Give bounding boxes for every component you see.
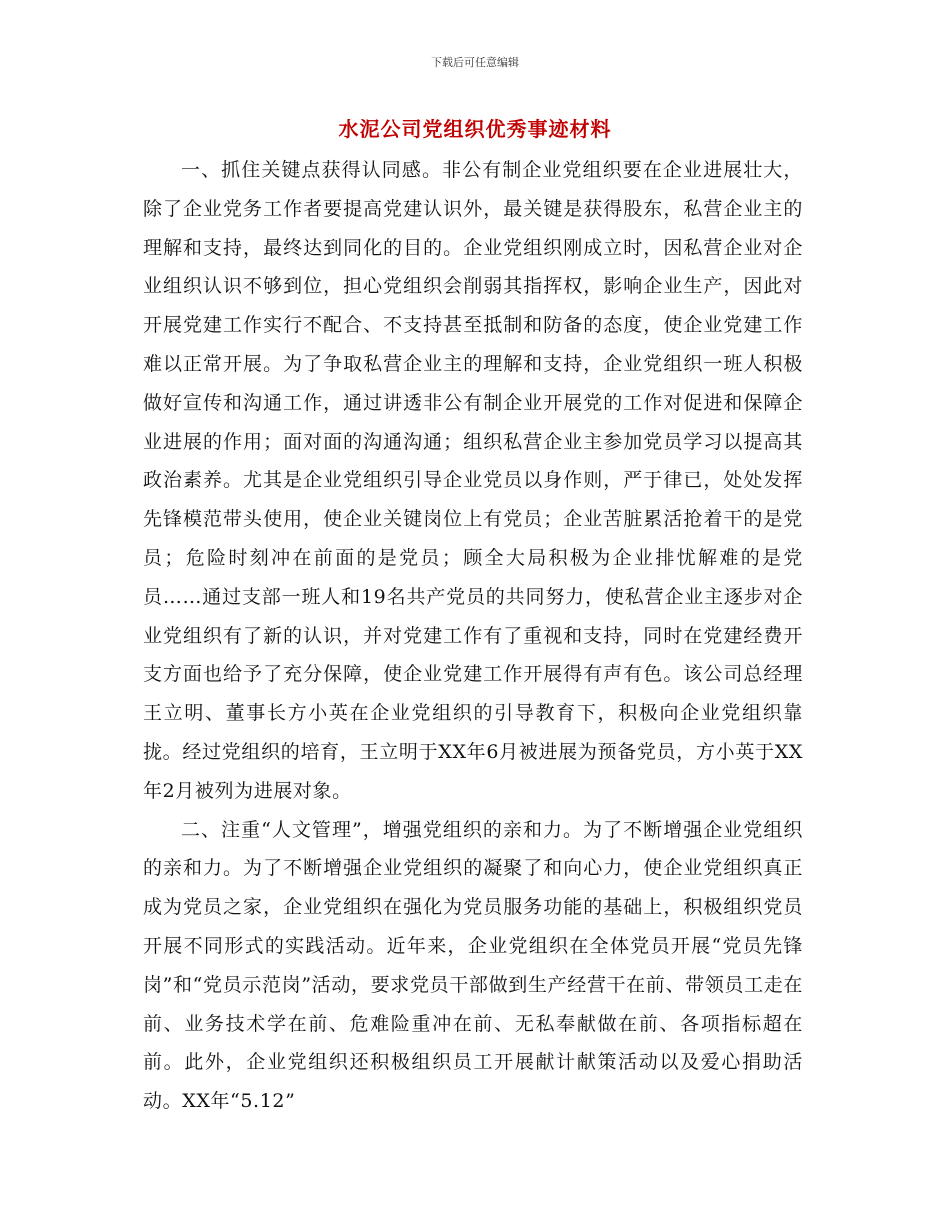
document-title: 水泥公司党组织优秀事迹材料: [338, 117, 612, 141]
document-body: [143, 151, 803, 1121]
paragraph-1: 一、抓住关键点获得认同感。非公有制企业党组织要在企业进展壮大，除了企业党务工作者要提高党建认识外，最关键是获得股东，私营企业主的理解和支持，最终达到同化的目的。企业党组织刚成立时，因私营企业对企业组织认识不够到位，担心党组织会削弱其指挥权，影响企业生产，因此对开展党建工作实行不配合、不支持甚至抵制和防备的态度，使企业党建工作难以正常开展。为了争取私营企业主的理解和支持，企业党组织一班人积极做好宣传和沟通工作，通过讲透非公有制企业开展党的工作对促进和保障企业进展的作用；面对面的沟通沟通；组织私营企业主参加党员学习以提高其政治素养。尤其是企业党组织引导企业党员以身作则，严于律已，处处发挥先锋模范带头使用，使企业关键岗位上有党员；企业苦脏累活抢着干的是党员；危险时刻冲在前面的是党员；顾全大局积极为企业排忧解难的是党员……通过支部一班人和19名共产党员的共同努力，使私营企业主逐步对企业党组织有了新的认识，并对党建工作有了重视和支持，同时在党建经费开支方面也给予了充分保障，使企业党建工作开展得有声有色。该公司总经理王立明、董事长方小英在企业党组织的引导教育下，积极向企业党组织靠拢。经过党组织的培育，王立明于XX年6月被进展为预备党员，方小英于XX年2月被列为进展对象。: [143, 159, 803, 802]
header-note: 下载后可任意编辑: [431, 56, 519, 69]
paragraph-2: 二、注重“人文管理”，增强党组织的亲和力。为了不断增强企业党组织的亲和力。为了不断增强企业党组织的凝聚了和向心力，使企业党组织真正成为党员之家，企业党组织在强化为党员服务功能的基础上，积极组织党员开展不同形式的实践活动。近年来，企业党组织在全体党员开展“党员先锋岗”和“党员示范岗”活动，要求党员干部做到生产经营干在前、带领员工走在前、业务技术学在前、危难险重冲在前、无私奉献做在前、各项指标超在前。此外，企业党组织还积极组织员工开展献计献策活动以及爱心捐助活动。XX年“5.12”: [143, 818, 803, 1113]
